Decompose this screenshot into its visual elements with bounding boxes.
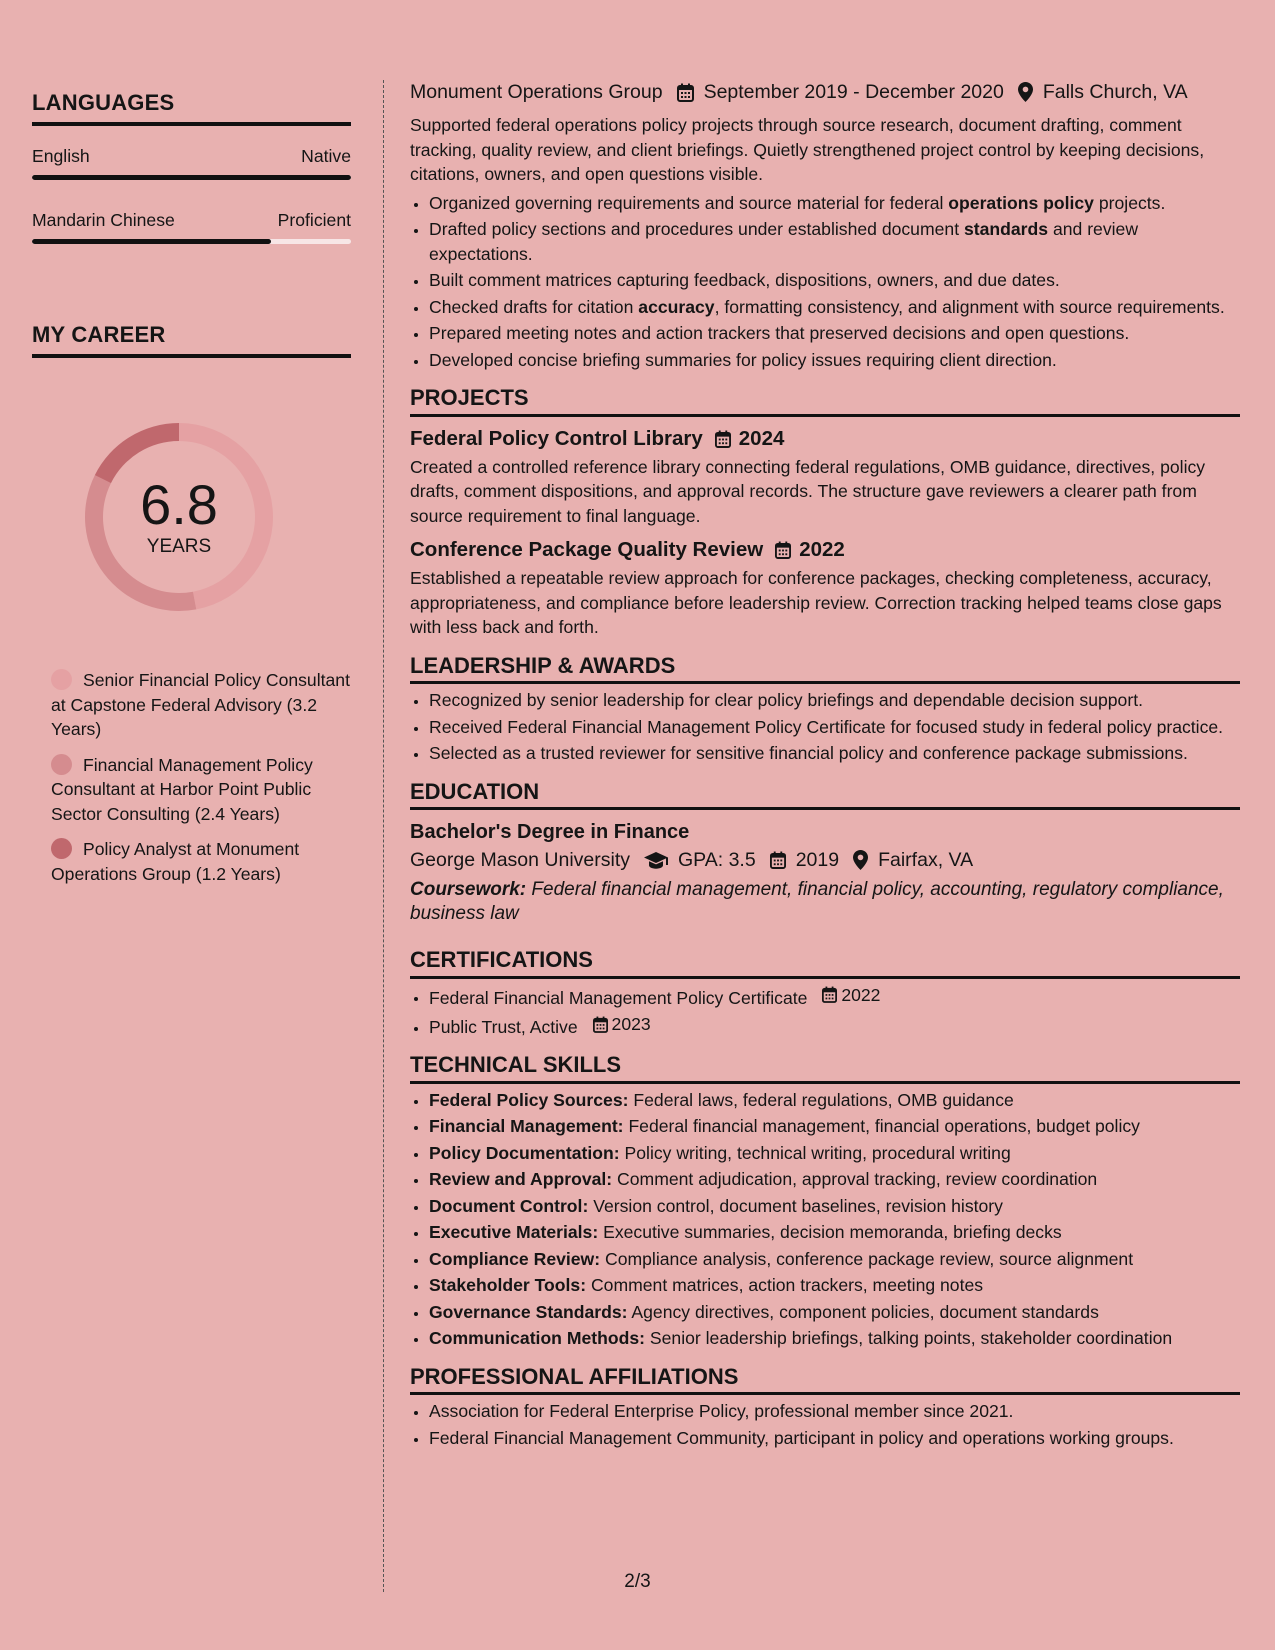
- education-coursework: [410, 878, 1240, 926]
- leadership-list: [410, 688, 1240, 766]
- project-year: 2022: [799, 538, 845, 561]
- list-item: • Built comment matrices capturing feedback, dispositions, owners, and due dates.: [429, 268, 1240, 293]
- projects-heading: PROJECTS: [410, 386, 1240, 417]
- main-content: [410, 78, 1240, 1452]
- sidebar: [32, 90, 351, 897]
- coursework-text: Federal financial management, financial policy, accounting, regulatory compliance, business law: [410, 879, 1224, 924]
- career-legend: [51, 668, 351, 886]
- education-meta: [410, 846, 1240, 874]
- experience-company: Monument Operations Group: [410, 81, 663, 103]
- career-heading: MY CAREER: [32, 322, 351, 358]
- language-item: [32, 210, 351, 244]
- list-item: • Association for Federal Enterprise Policy, professional member since 2021.: [429, 1399, 1240, 1424]
- certification-name: Public Trust, Active: [429, 1016, 578, 1037]
- language-proficiency-fill: [32, 239, 271, 244]
- career-legend-item: [51, 668, 351, 742]
- leadership-heading: LEADERSHIP & AWARDS: [410, 654, 1240, 685]
- affiliations-list: [410, 1399, 1240, 1450]
- list-item: • Prepared meeting notes and action trackers that preserved decisions and open questions.: [429, 321, 1240, 346]
- language-name: English: [32, 146, 90, 166]
- list-item: • Selected as a trusted reviewer for sensitive financial policy and conference package submissions.: [429, 741, 1240, 766]
- education-gpa: GPA: 3.5: [678, 849, 756, 871]
- list-item: • Review and Approval: Comment adjudication, approval tracking, review coordination: [429, 1167, 1240, 1192]
- calendar-icon: [775, 541, 791, 559]
- certifications-heading: CERTIFICATIONS: [410, 948, 1240, 979]
- experience-bullets: [410, 191, 1240, 373]
- language-proficiency-fill: [32, 175, 351, 180]
- language-level: Proficient: [277, 210, 351, 230]
- career-legend-item: [51, 753, 351, 827]
- legend-label: Financial Management Policy Consultant at Harbor Point Public Sector Consulting (2.4 Years): [51, 754, 313, 824]
- experience-location: Falls Church, VA: [1042, 81, 1188, 103]
- list-item: • Financial Management: Federal financial management, financial operations, budget policy: [429, 1114, 1240, 1139]
- language-level: Native: [301, 146, 351, 166]
- page-number: 2/3: [624, 1571, 651, 1592]
- list-item: • Executive Materials: Executive summaries, decision memoranda, briefing decks: [429, 1220, 1240, 1245]
- project-title: Federal Policy Control Library: [410, 426, 703, 450]
- project-title: Conference Package Quality Review: [410, 538, 764, 561]
- list-item: • Checked drafts for citation accuracy, formatting consistency, and alignment with source requirements.: [429, 295, 1240, 320]
- calendar-icon: [677, 83, 694, 102]
- column-divider: [383, 80, 384, 1592]
- list-item: • Federal Financial Management Community, participant in policy and operations working groups.: [429, 1426, 1240, 1451]
- list-item: • Communication Methods: Senior leadership briefings, talking points, stakeholder coordination: [429, 1326, 1240, 1351]
- project-description: Established a repeatable review approach for conference packages, checking completeness, accuracy, appropriateness, and compliance before leadership review. Correction tracking helped teams close gaps with less back and forth.: [410, 568, 1222, 637]
- career-legend-item: [51, 837, 351, 886]
- graduation-cap-icon: [644, 852, 668, 869]
- list-item: [429, 983, 1240, 1010]
- experience-meta: [410, 78, 1240, 106]
- project-item: [410, 425, 1240, 529]
- language-proficiency-bar: [32, 175, 351, 180]
- certification-year: 2022: [841, 984, 881, 1005]
- project-item: [410, 536, 1240, 640]
- language-item: [32, 146, 351, 180]
- skills-list: [410, 1088, 1240, 1351]
- education-degree: Bachelor's Degree in Finance: [410, 821, 690, 843]
- calendar-icon: [822, 986, 837, 1003]
- list-item: • Federal Policy Sources: Federal laws, federal regulations, OMB guidance: [429, 1088, 1240, 1113]
- location-pin-icon: [853, 850, 868, 870]
- career-donut-chart: [64, 402, 294, 632]
- list-item: • Stakeholder Tools: Comment matrices, action trackers, meeting notes: [429, 1273, 1240, 1298]
- calendar-icon: [770, 851, 786, 869]
- career-total-unit: YEARS: [146, 536, 212, 557]
- location-pin-icon: [1018, 82, 1033, 102]
- career-total-value: 6.8: [140, 473, 218, 536]
- list-item: • Recognized by senior leadership for clear policy briefings and dependable decision support.: [429, 688, 1240, 713]
- list-item: • Document Control: Version control, document baselines, revision history: [429, 1194, 1240, 1219]
- legend-swatch: [51, 669, 72, 690]
- legend-swatch: [51, 754, 72, 775]
- experience-summary: Supported federal operations policy projects through source research, document drafting, comment tracking, quality review, and client briefings. Quietly strengthened project control by keeping decisions, citations, owners, and open questions visible.: [410, 115, 1205, 184]
- affiliations-heading: PROFESSIONAL AFFILIATIONS: [410, 1365, 1240, 1396]
- language-name: Mandarin Chinese: [32, 210, 175, 230]
- language-proficiency-bar: [32, 239, 351, 244]
- coursework-label: Coursework:: [410, 879, 527, 900]
- list-item: • Drafted policy sections and procedures under established document standards and review expectations.: [429, 217, 1240, 266]
- calendar-icon: [593, 1016, 608, 1033]
- experience-dates: September 2019 - December 2020: [703, 81, 1004, 103]
- legend-label: Policy Analyst at Monument Operations Group (1.2 Years): [51, 839, 300, 884]
- list-item: • Governance Standards: Agency directives, component policies, document standards: [429, 1300, 1240, 1325]
- calendar-icon: [715, 430, 731, 448]
- legend-swatch: [51, 838, 72, 859]
- education-year: 2019: [795, 849, 840, 871]
- certification-name: Federal Financial Management Policy Certificate: [429, 987, 808, 1008]
- languages-heading: LANGUAGES: [32, 90, 351, 126]
- skills-heading: TECHNICAL SKILLS: [410, 1053, 1240, 1084]
- list-item: [429, 1012, 1240, 1039]
- list-item: • Received Federal Financial Management Policy Certificate for focused study in federal policy practice.: [429, 715, 1240, 740]
- list-item: • Compliance Review: Compliance analysis, conference package review, source alignment: [429, 1247, 1240, 1272]
- list-item: • Policy Documentation: Policy writing, technical writing, procedural writing: [429, 1141, 1240, 1166]
- certifications-list: [410, 983, 1240, 1040]
- certification-year: 2023: [611, 1013, 651, 1034]
- education-school: George Mason University: [410, 849, 631, 871]
- project-year: 2024: [738, 426, 785, 450]
- legend-label: Senior Financial Policy Consultant at Capstone Federal Advisory (3.2 Years): [51, 670, 350, 739]
- list-item: • Organized governing requirements and source material for federal operations policy projects.: [429, 191, 1240, 216]
- education-location: Fairfax, VA: [878, 849, 974, 871]
- education-heading: EDUCATION: [410, 780, 1240, 811]
- list-item: • Developed concise briefing summaries for policy issues requiring client direction.: [429, 348, 1240, 373]
- project-description: Created a controlled reference library connecting federal regulations, OMB guidance, directives, policy drafts, comment dispositions, and approval records. The structure gave reviewers a clearer path from source requirement to final language.: [410, 456, 1206, 526]
